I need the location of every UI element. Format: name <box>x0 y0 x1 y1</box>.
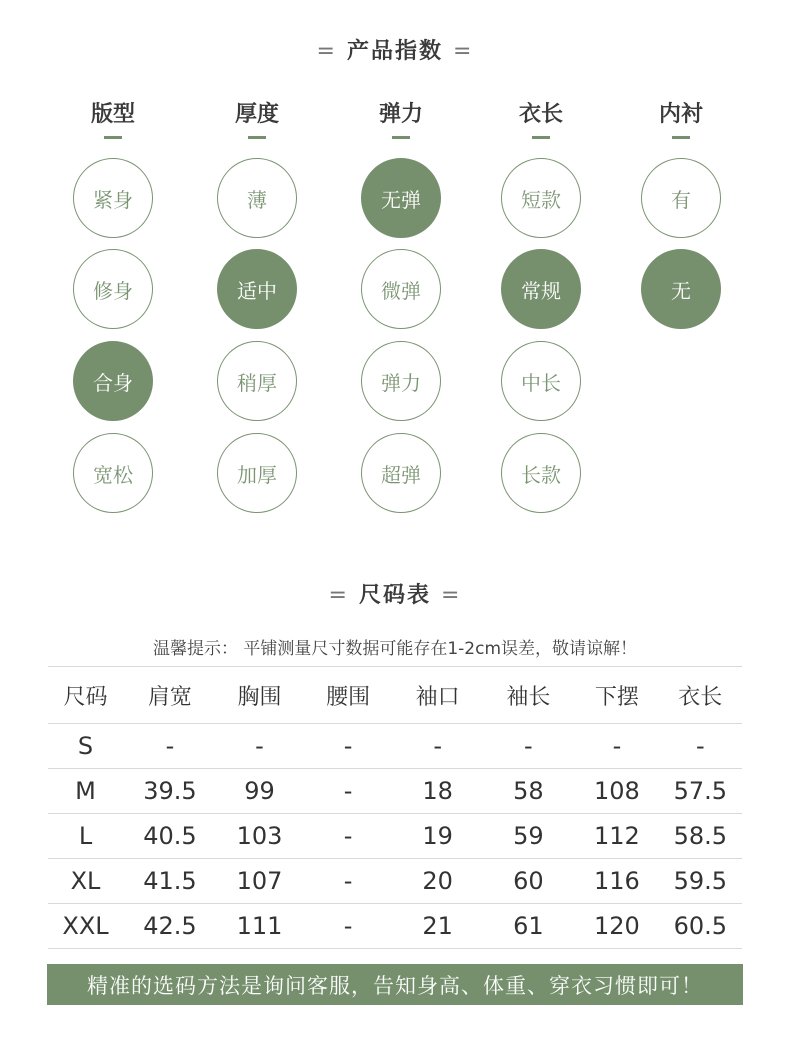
spec-column <box>63 100 163 487</box>
spec-option: 长款 <box>501 433 581 513</box>
table-cell: 116 <box>575 859 658 904</box>
table-cell: 59 <box>481 814 575 859</box>
table-cell: 99 <box>217 769 302 814</box>
table-cell: L <box>48 814 123 859</box>
table-cell: S <box>48 724 123 769</box>
table-cell: 107 <box>217 859 302 904</box>
spec-option: 中长 <box>501 341 581 421</box>
spec-option: 加厚 <box>217 433 297 513</box>
column-header: 衣长 <box>659 667 742 724</box>
table-cell: 41.5 <box>123 859 217 904</box>
footer-text: 精准的选码方法是询问客服，告知身高、体重、穿衣习惯即可！ <box>87 973 703 998</box>
table-row <box>48 724 742 769</box>
column-header: 腰围 <box>302 667 394 724</box>
spec-option: 短款 <box>501 158 581 238</box>
size-chart-title-text: 尺码表 <box>358 583 431 608</box>
column-header: 下摆 <box>575 667 658 724</box>
table-cell: - <box>575 724 658 769</box>
spec-column-title: 版型 <box>90 102 135 127</box>
table-cell: 108 <box>575 769 658 814</box>
product-index-title <box>0 34 790 65</box>
table-row <box>48 769 742 814</box>
spec-option: 有 <box>641 158 721 238</box>
table-cell: - <box>302 904 394 949</box>
column-header: 肩宽 <box>123 667 217 724</box>
spec-column <box>491 100 591 487</box>
spec-option: 弹力 <box>361 341 441 421</box>
table-row <box>48 814 742 859</box>
size-table <box>48 666 742 949</box>
spec-option-selected: 无 <box>641 249 721 329</box>
table-cell: 40.5 <box>123 814 217 859</box>
title-underline <box>248 136 266 139</box>
spec-column-title: 内衬 <box>658 102 703 127</box>
table-cell: M <box>48 769 123 814</box>
table-header-row <box>48 667 742 724</box>
spec-option: 超弹 <box>361 433 441 513</box>
spec-option-selected: 适中 <box>217 249 297 329</box>
spec-column <box>207 100 307 487</box>
table-cell: 58.5 <box>659 814 742 859</box>
table-cell: 21 <box>394 904 482 949</box>
spec-option-selected: 常规 <box>501 249 581 329</box>
title-underline <box>104 136 122 139</box>
table-cell: - <box>302 859 394 904</box>
table-cell: - <box>302 724 394 769</box>
title-underline <box>392 136 410 139</box>
title-decoration-right: = <box>453 39 474 64</box>
title-underline <box>672 136 690 139</box>
size-chart-title <box>0 578 790 609</box>
spec-option-selected: 无弹 <box>361 158 441 238</box>
table-cell: - <box>302 814 394 859</box>
table-cell: 20 <box>394 859 482 904</box>
footer-bar <box>47 964 743 1005</box>
title-underline <box>532 136 550 139</box>
spec-column-title: 衣长 <box>518 102 563 127</box>
table-cell: 103 <box>217 814 302 859</box>
column-header: 胸围 <box>217 667 302 724</box>
table-cell: 59.5 <box>659 859 742 904</box>
spec-option: 薄 <box>217 158 297 238</box>
table-cell: - <box>659 724 742 769</box>
table-cell: 60 <box>481 859 575 904</box>
spec-option: 紧身 <box>73 158 153 238</box>
table-cell: XXL <box>48 904 123 949</box>
table-cell: 120 <box>575 904 658 949</box>
title-decoration-right: = <box>441 583 462 608</box>
spec-column-title: 弹力 <box>378 102 423 127</box>
table-cell: 42.5 <box>123 904 217 949</box>
spec-column <box>351 100 451 487</box>
table-cell: 18 <box>394 769 482 814</box>
column-header: 袖口 <box>394 667 482 724</box>
table-cell: 19 <box>394 814 482 859</box>
table-cell: 60.5 <box>659 904 742 949</box>
table-row <box>48 904 742 949</box>
column-header: 尺码 <box>48 667 123 724</box>
table-cell: - <box>302 769 394 814</box>
spec-option-selected: 合身 <box>73 341 153 421</box>
table-cell: - <box>123 724 217 769</box>
table-cell: - <box>481 724 575 769</box>
spec-option: 修身 <box>73 249 153 329</box>
table-row <box>48 859 742 904</box>
table-cell: 112 <box>575 814 658 859</box>
spec-option: 稍厚 <box>217 341 297 421</box>
title-decoration-left: = <box>328 583 349 608</box>
product-index-grid <box>0 100 790 530</box>
table-cell: 61 <box>481 904 575 949</box>
table-cell: 58 <box>481 769 575 814</box>
title-decoration-left: = <box>316 39 337 64</box>
table-cell: XL <box>48 859 123 904</box>
table-cell: - <box>217 724 302 769</box>
spec-column <box>631 100 731 303</box>
table-cell: 111 <box>217 904 302 949</box>
spec-option: 微弹 <box>361 249 441 329</box>
spec-column-title: 厚度 <box>234 102 279 127</box>
column-header: 袖长 <box>481 667 575 724</box>
table-cell: 39.5 <box>123 769 217 814</box>
spec-option: 宽松 <box>73 433 153 513</box>
product-index-title-text: 产品指数 <box>346 39 443 64</box>
table-cell: - <box>394 724 482 769</box>
table-cell: 57.5 <box>659 769 742 814</box>
measurement-tip: 温馨提示： 平铺测量尺寸数据可能存在1-2cm误差，敬请谅解！ <box>152 639 638 659</box>
